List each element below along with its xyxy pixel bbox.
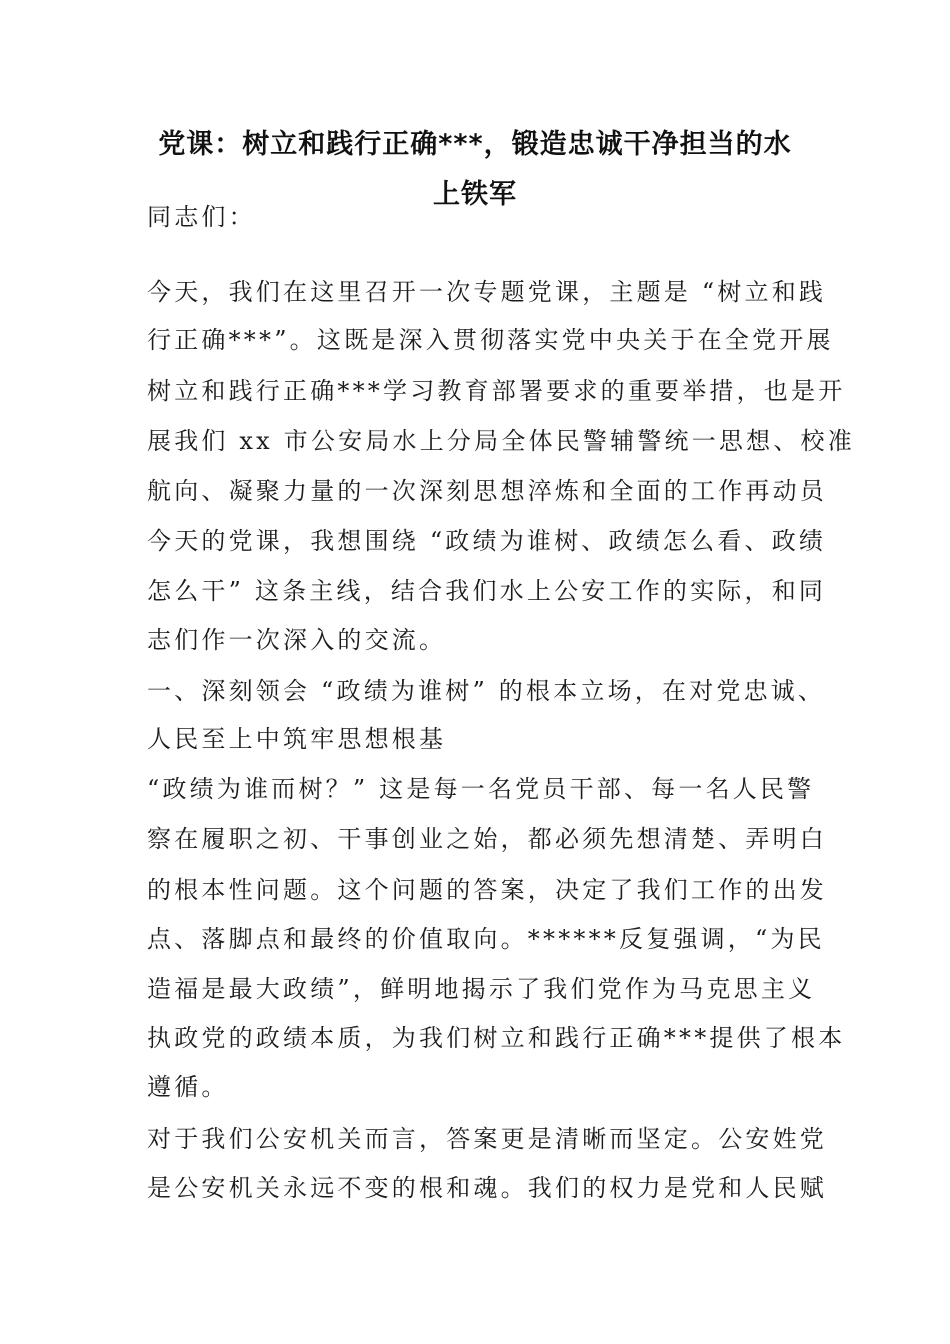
paragraph-line: 的根本性问题。这个问题的答案，决定了我们工作的出发 — [147, 876, 827, 904]
paragraph-line: 造福是最大政绩”，鲜明地揭示了我们党作为马克思主义 — [147, 975, 816, 1003]
document-title-line-1: 党课：树立和践行正确***，锻造忠诚干净担当的水 — [158, 129, 792, 160]
paragraph-line: 是公安机关永远不变的根和魂。我们的权力是党和人民赋 — [147, 1174, 827, 1202]
document-title-line-2: 上铁军 — [433, 179, 517, 210]
paragraph-line: 行正确***”。这既是深入贯彻落实党中央关于在全党开展 — [147, 326, 834, 354]
paragraph-line: 树立和践行正确***学习教育部署要求的重要举措，也是开 — [147, 377, 846, 405]
paragraph-line: 察在履职之初、干事创业之始，都必须先想清楚、弄明白 — [147, 825, 827, 853]
paragraph-line: 点、落脚点和最终的价值取向。******反复强调，“为民 — [147, 925, 825, 953]
paragraph-line: 对于我们公安机关而言，答案更是清晰而坚定。公安姓党 — [147, 1125, 827, 1153]
paragraph-line: 遵循。 — [147, 1073, 229, 1101]
paragraph-line: 怎么干” 这条主线，结合我们水上公安工作的实际，和同 — [147, 577, 827, 605]
section-heading-line: 一、深刻领会 “政绩为谁树” 的根本立场，在对党忠诚、 — [147, 677, 826, 705]
paragraph-line: 志们作一次深入的交流。 — [147, 626, 447, 654]
paragraph-line: 执政党的政绩本质，为我们树立和践行正确***提供了根本 — [147, 1024, 846, 1052]
salutation: 同志们： — [147, 203, 256, 231]
paragraph-line: 航向、凝聚力量的一次深刻思想淬炼和全面的工作再动员 — [147, 477, 827, 505]
paragraph-line: 今天，我们在这里召开一次专题党课，主题是 “树立和践 — [147, 278, 827, 306]
section-heading-line: 人民至上中筑牢思想根基 — [147, 725, 447, 753]
paragraph-line: 今天的党课，我想围绕 “政绩为谁树、政绩怎么看、政绩 — [147, 527, 827, 555]
paragraph-line: 展我们 xx 市公安局水上分局全体民警辅警统一思想、校准 — [147, 427, 855, 455]
paragraph-line: “政绩为谁而树？” 这是每一名党员干部、每一名人民警 — [147, 775, 815, 803]
